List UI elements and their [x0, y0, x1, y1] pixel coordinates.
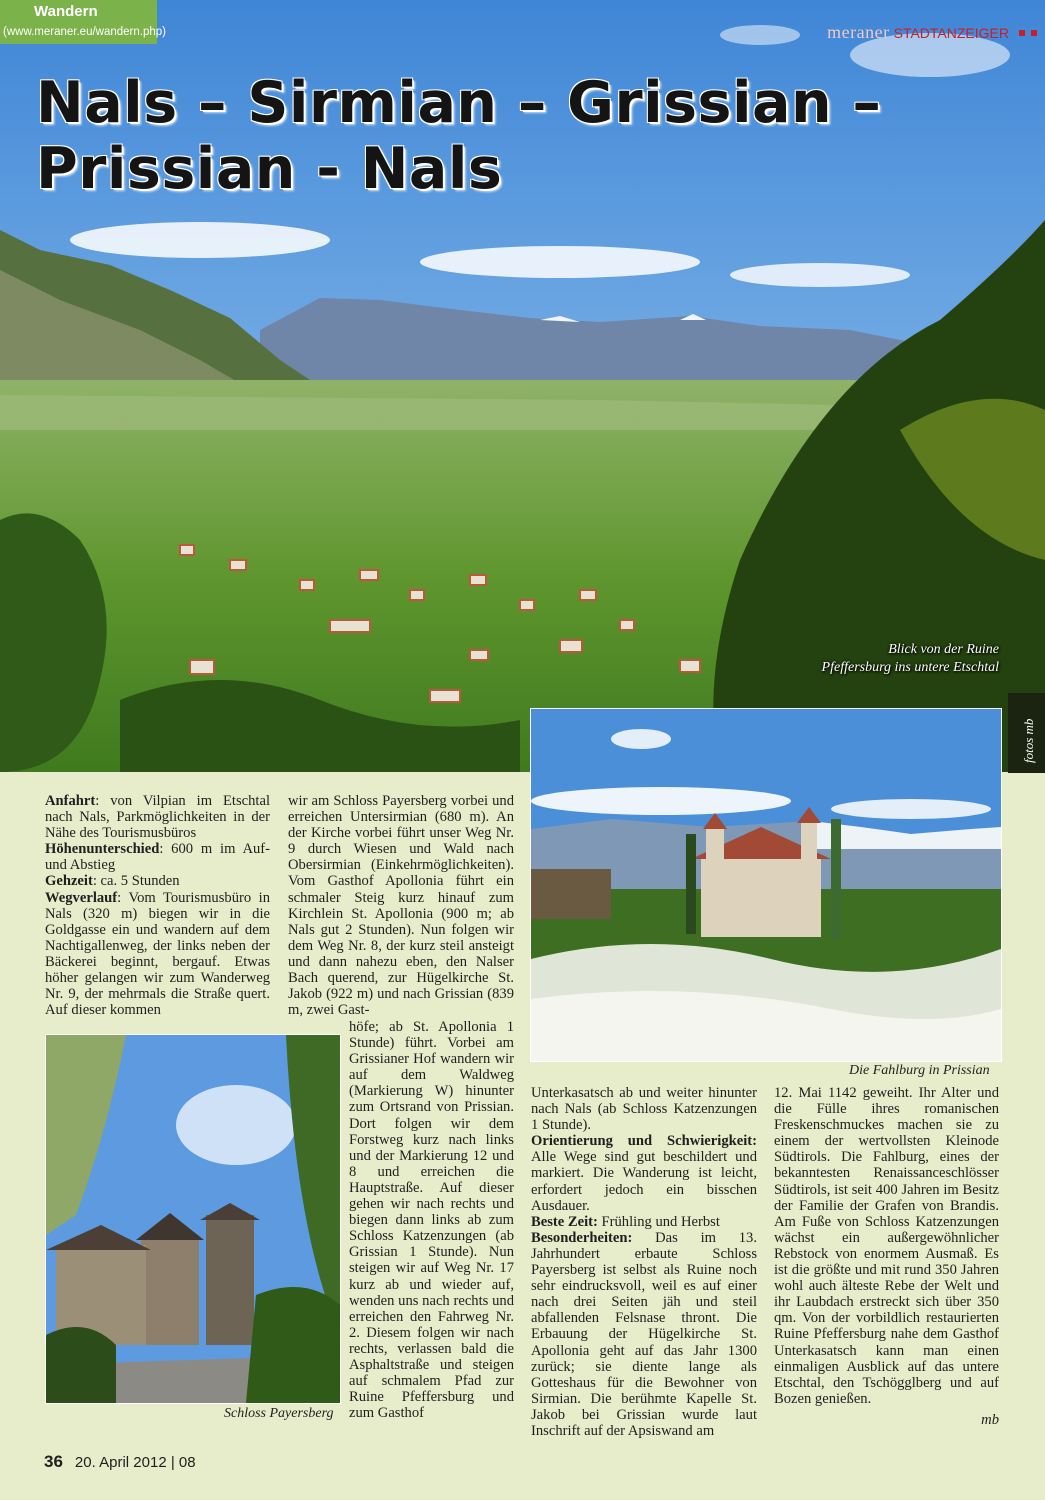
paragraph-weg [45, 890, 270, 1019]
hero-caption-line-2: Pfeffersburg ins untere Etschtal [821, 660, 999, 675]
masthead [827, 22, 1037, 43]
section-tag [0, 0, 166, 44]
text-column-4 [774, 1085, 999, 1428]
masthead-square-icon [1019, 30, 1025, 36]
text-weg: : Vom Tourismusbüro in Nals (320 m) biegen wir in die Goldgasse ein und wandern auf dem Nachtigallenweg, der links neben der Bäckerei beginnt, bergauf. Etwas höher gelangen wir zum Wanderweg Nr. 9, der mehrmals die Straße quert. Auf dieser kommen [45, 889, 270, 1019]
masthead-square-icon [1031, 30, 1037, 36]
paragraph-orientierung [531, 1133, 757, 1213]
article-title [36, 70, 881, 202]
text-anfahrt: : von Vilpian im Etschtal nach Nals, Parkmöglichkeiten in der Nähe des Tourismusbüros [45, 793, 270, 842]
text-column-1 [45, 793, 270, 1018]
masthead-part2: STADTANZEIGER [893, 24, 1009, 41]
label-weg: Wegverlauf [45, 889, 118, 906]
text-hoehe: : 600 m im Auf- und Abstieg [45, 841, 270, 874]
fahlburg-photo [530, 708, 1002, 1062]
paragraph-gehzeit [45, 873, 270, 889]
paragraph-anfahrt [45, 793, 270, 841]
text-column-2-top: wir am Schloss Payersberg vorbei und erreichen Untersirmian (680 m). An der Kirche vorbei führt unser Weg Nr. 9 durch Wiesen und Wald nach Obersirmian (Einkehrmöglichkeiten). Vom Gasthof Apollonia führt ein schmaler Steig kurz hinauf zum Kirchlein St. Apollonia (900 m; ab Nals gut 2 Stunden). Nun folgen wir dem Weg Nr. 8, der kurz steil ansteigt und dann nahezu eben, den Nalser Bach querend, zur Hügelkirche St. Jakob (922 m) und nach Grissian (839 m, zwei Gast- [288, 793, 514, 1019]
text-beste-zeit: Frühling und Herbst [597, 1213, 720, 1230]
label-hoehe: Höhenunterschied [45, 841, 160, 858]
label-gehzeit: Gehzeit [45, 873, 93, 890]
section-url: (www.meraner.eu/wandern.php) [3, 26, 166, 38]
hero-caption [822, 641, 999, 677]
text-orientierung: Alle Wege sind gut beschildert und markiert. Die Wanderung ist leicht, erfordert jedoch ein bisschen Ausdauer. [531, 1149, 757, 1214]
title-line-1: Nals – Sirmian – Grissian – [36, 70, 882, 136]
text-gehzeit: : ca. 5 Stunden [92, 873, 180, 890]
caption-payersberg: Schloss Payersberg [224, 1406, 334, 1421]
author-signature: mb [981, 1411, 999, 1428]
issue-date: 20. April 2012 | 08 [74, 1454, 196, 1471]
paragraph-intro: Unterkasatsch ab und weiter hinunter nach Nals (ab Schloss Katzenzungen 1 Stunde). [531, 1085, 757, 1134]
paragraph-hoehe [45, 841, 270, 873]
page-number: 36 [44, 1452, 63, 1471]
payersberg-photo [45, 1034, 341, 1404]
label-beste-zeit: Beste Zeit: [531, 1213, 598, 1230]
masthead-part1: meraner [827, 22, 890, 42]
text-column-2-narrow: höfe; ab St. Apollonia 1 Stunde) führt. Vorbei am Grissianer Hof wandern wir auf dem Waldweg (Markierung W) hinunter zum Ortsrand von Prissian. Dort folgen wir dem Forstweg kurz nach links und der Markierung 12 und 8 und erreichen die Hauptstraße. Auf dieser gehen wir nach rechts und biegen dann links ab zum Schloss Katzenzungen (ab Grissian 1 Stunde). Nun steigen wir auf Weg Nr. 17 kurz ab und wieder auf, wenden uns nach rechts und erreichen den Fahrweg Nr. 2. Diesem folgen wir nach rechts, verlassen bald die Asphaltstraße und steigen auf schmalem Pfad zur Ruine Pfeffersburg und zum Gasthof [349, 1019, 514, 1422]
label-orientierung: Orientierung und Schwierigkeit: [531, 1133, 757, 1150]
label-anfahrt: Anfahrt [45, 793, 96, 809]
photo-credit-strip [1008, 693, 1045, 773]
photo-credit: fotos mb [1021, 718, 1036, 763]
label-besonderheiten: Besonderheiten: [531, 1229, 633, 1246]
hero-caption-line-1: Blick von der Ruine [888, 642, 999, 657]
paragraph-besonderheiten [531, 1230, 757, 1439]
paragraph-col4: 12. Mai 1142 geweiht. Ihr Alter und die Fülle ihres romanischen Freskenschmuckes machen sie zu einem der wertvollsten Kleinode Südtirols. Die Fahlburg, eines der bekanntesten Renaissanceschlösser Südtirols, ist seit 400 Jahren im Besitz der Familie der Grafen von Brandis. Am Fuße von Schloss Katzenzungen wächst ein außergewöhnlicher Rebstock von enormem Ausmaß. Es ist die größte und mit rund 350 Jahren wohl auch älteste Rebe der Welt und ihr Laubdach erstreckt sich über 350 qm. Von der vorbildlich restaurierten Ruine Pfeffersburg nahe dem Gasthof Unterkasatsch kann man einen einmaligen Ausblick auf das untere Etschtal, den Tschögglberg und auf Bozen genießen. [774, 1085, 999, 1407]
page-footer [44, 1452, 196, 1472]
paragraph-beste-zeit [531, 1214, 757, 1230]
text-column-3 [531, 1085, 757, 1439]
section-label: Wandern [34, 3, 98, 20]
caption-fahlburg: Die Fahlburg in Prissian [849, 1063, 990, 1078]
text-besonderheiten: Das im 13. Jahrhundert erbaute Schloss Payersberg ist selbst als Ruine noch sehr eindrucksvoll, weil es auf einer nach drei Seiten jäh und steil abfallenden Felsnase thront. Die Erbauung der Hügelkirche St. Apollonia geht auf das Jahr 1300 zurück; sie diente lange als Gotteshaus für die Bewohner von Sirmian. Die berühmte Kapelle St. Jakob bei Grissian wurde laut Inschrift auf der Apsiswand am [531, 1229, 757, 1439]
title-line-2: Prissian - Nals [36, 136, 503, 202]
